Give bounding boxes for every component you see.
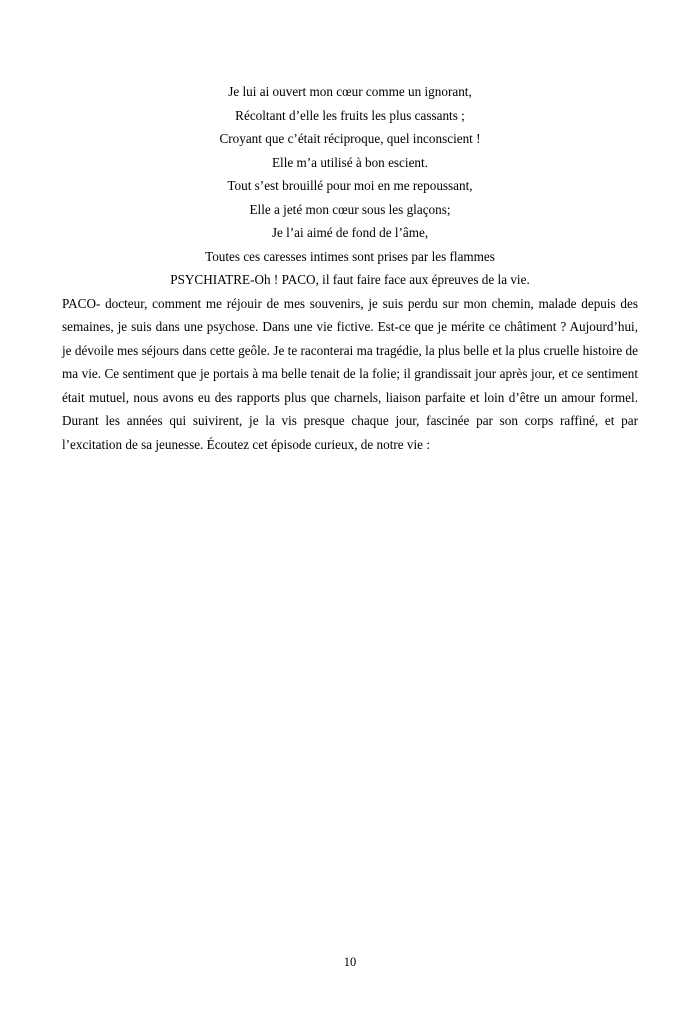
page-number: 10 — [343, 955, 357, 969]
paco-dialogue-paragraph: PACO- docteur, comment me réjouir de mes souvenirs, je suis perdu sur mon chemin, malade depuis des semaines, je suis dans une psychose. Dans une vie fictive. Est-ce que je mérite ce châtiment ? Aujourd’hui, je dévoile mes séjours dans cette geôle. Je te raconterai ma tragédie, la plus belle et la plus cruelle histoire de ma vie. Ce sentiment que je portais à ma belle tenait de la folie; il grandissait jour après jour, et ce sentiment était mutuel, nous avons eu des rapports plus que charnels, liaison parfaite et loin d’être un amour formel. Durant les années qui suivirent, je la vis presque chaque jour, fascinée par son corps raffiné, et par l’excitation de sa jeunesse. Écoutez cet épisode curieux, de notre vie : — [62, 295, 638, 452]
poem-line: Récoltant d’elle les fruits les plus cassants ; — [235, 107, 465, 123]
poem-line: Elle a jeté mon cœur sous les glaçons; — [249, 201, 451, 217]
poem-line: Je lui ai ouvert mon cœur comme un ignorant, — [228, 84, 472, 99]
psychiatre-dialogue-line: PSYCHIATRE-Oh ! PACO, il faut faire face aux épreuves de la vie. — [170, 272, 530, 287]
poem-line: Je l’ai aimé de fond de l’âme, — [271, 225, 429, 240]
poem-line: Croyant que c’était réciproque, quel inconscient ! — [219, 131, 481, 146]
poem-line: Tout s’est brouillé pour moi en me repoussant, — [227, 178, 473, 193]
paco-dialogue-block — [62, 292, 638, 457]
poem-line: Toutes ces caresses intimes sont prises par les flammes — [205, 248, 495, 264]
poem-block — [62, 80, 638, 268]
poem-line: Elle m’a utilisé à bon escient. — [271, 154, 428, 170]
